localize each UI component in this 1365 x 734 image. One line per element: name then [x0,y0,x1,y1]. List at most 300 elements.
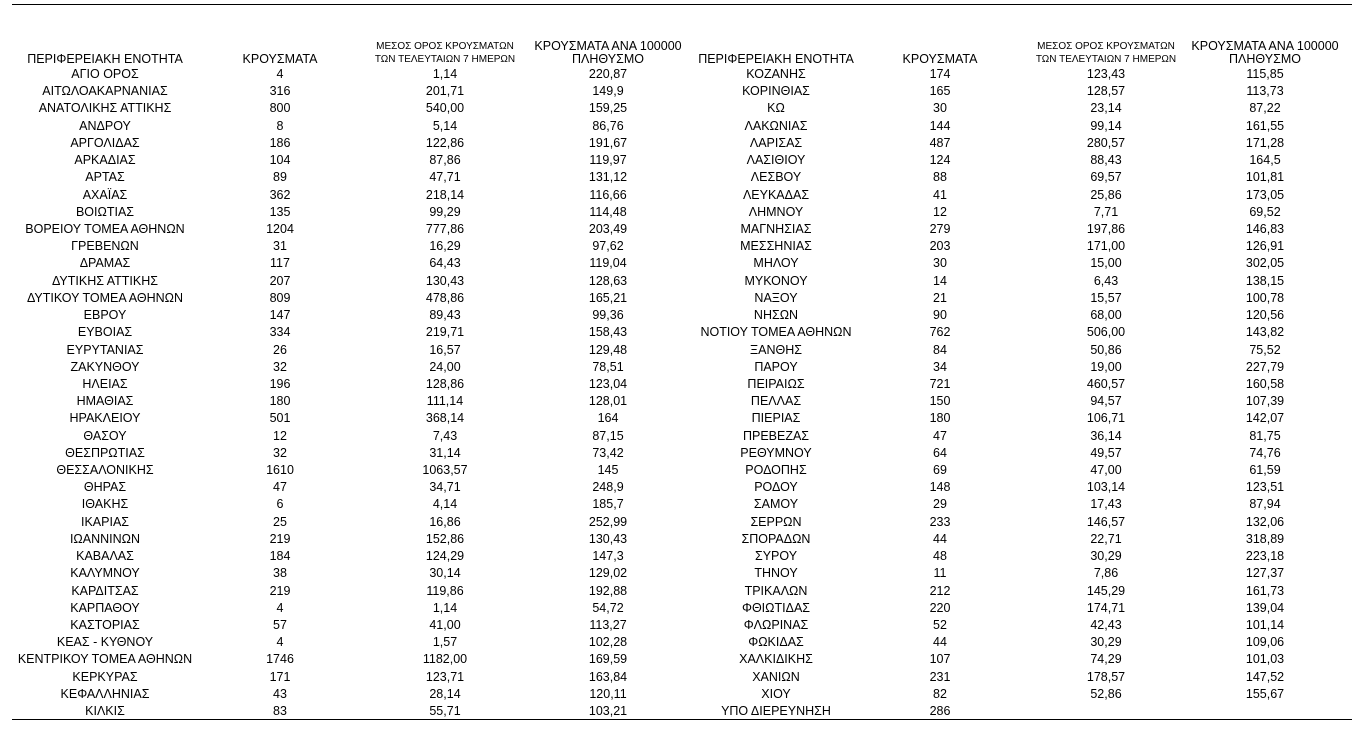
per100k-cell-right: 115,85 [1246,67,1284,81]
per100k-cell-left: 99,36 [592,308,624,323]
avg7-cell-right: 123,43 [1086,67,1126,81]
cases-cell-left: 180 [269,394,291,409]
per100k-cell-right: 101,81 [1245,170,1285,185]
region-cell-right: ΣΥΡΟΥ [754,549,798,564]
per100k-cell-right: 173,05 [1245,187,1285,202]
region-cell-left: ΑΝΑΤΟΛΙΚΗΣ ΑΤΤΙΚΗΣ [38,101,172,116]
cases-cell-left: 219 [269,531,291,546]
region-cell-left: ΒΟΙΩΤΙΑΣ [75,204,135,219]
per100k-cell-left: 116,66 [589,187,627,202]
table-row [0,118,1365,135]
per100k-cell-left: 129,48 [588,342,628,357]
per100k-cell-left: 145 [597,463,619,478]
avg7-cell-right: 174,71 [1086,600,1126,615]
region-cell-left: ΒΟΡΕΙΟΥ ΤΟΜΕΑ ΑΘΗΝΩΝ [25,221,185,236]
region-cell-left: ΑΓΙΟ ΟΡΟΣ [71,67,139,81]
per100k-cell-left: 54,72 [592,600,624,615]
cases-cell-left: 32 [273,359,287,374]
avg7-cell-right: 47,00 [1090,463,1122,478]
cases-cell-right: 279 [929,221,951,236]
avg7-cell-right: 6,43 [1093,273,1119,288]
cases-cell-left: 135 [269,204,291,219]
cases-cell-right: 180 [929,411,951,426]
region-cell-left: ΘΕΣΣΑΛΟΝΙΚΗΣ [56,463,154,478]
per100k-cell-left: 128,01 [588,394,628,409]
per100k-cell-right: 161,55 [1245,118,1285,133]
region-cell-right: ΜΑΓΝΗΣΙΑΣ [740,221,812,236]
per100k-cell-left: 252,99 [588,514,628,529]
region-cell-left: ΑΡΚΑΔΙΑΣ [74,153,136,168]
cases-cell-right: 203 [929,239,951,254]
region-cell-left: ΕΥΒΟΙΑΣ [77,325,133,340]
cases-cell-left: 83 [273,704,287,719]
avg7-cell-left: 219,71 [425,325,465,340]
avg7-cell-right: 25,86 [1090,187,1122,202]
cases-cell-left: 31 [273,239,287,254]
avg7-cell-left: 1,14 [432,67,458,81]
table-row [0,152,1365,169]
avg7-cell-left: 540,00 [425,101,465,116]
region-cell-left: ΕΥΡΥΤΑΝΙΑΣ [66,342,144,357]
table-row [0,342,1365,359]
per100k-cell-right: 132,06 [1245,514,1285,529]
header-avg7-left: ΜΕΣΟΣ ΟΡΟΣ ΚΡΟΥΣΜΑΤΩΝ ΤΩΝ ΤΕΛΕΥΤΑΙΩΝ 7 ΗΜΕΡΩΝ [374,41,516,65]
cases-cell-left: 809 [269,290,291,305]
avg7-cell-left: 87,86 [429,153,461,168]
region-cell-left: ΑΧΑΪΑΣ [82,187,128,202]
avg7-cell-left: 1,57 [432,635,458,650]
per100k-cell-left: 87,15 [592,428,624,443]
per100k-cell-right: 302,05 [1245,256,1285,271]
per100k-cell-left: 97,62 [592,239,624,254]
per100k-cell-right: 107,39 [1245,394,1285,409]
avg7-cell-left: 119,86 [426,583,464,598]
cases-cell-left: 26 [273,342,287,357]
table-body [0,66,1365,720]
avg7-cell-left: 5,14 [432,118,458,133]
table-row [0,479,1365,496]
avg7-cell-right: 128,57 [1086,84,1126,99]
cases-cell-left: 6 [276,497,284,512]
per100k-cell-left: 203,49 [588,221,628,236]
per100k-cell-left: 158,43 [588,325,628,340]
avg7-cell-right: 69,57 [1090,170,1122,185]
cases-cell-left: 196 [269,376,291,391]
region-cell-left: ΚΙΛΚΙΣ [85,704,125,719]
region-cell-left: ΙΩΑΝΝΙΝΩΝ [69,531,141,546]
table-row [0,617,1365,634]
region-cell-left: ΘΕΣΠΡΩΤΙΑΣ [65,445,145,460]
cases-cell-right: 44 [933,531,947,546]
region-cell-right: ΞΑΝΘΗΣ [750,342,802,357]
header-region-left: ΠΕΡΙΦΕΡΕΙΑΚΗ ΕΝΟΤΗΤΑ [27,52,183,66]
table-row [0,359,1365,376]
cases-cell-right: 107 [929,652,951,667]
header-per100k-left: ΚΡΟΥΣΜΑΤΑ ΑΝΑ 100000 ΠΛΗΘΥΣΜΟ [534,39,682,66]
per100k-cell-left: 163,84 [588,669,628,684]
avg7-cell-right: 106,71 [1086,411,1126,426]
avg7-cell-right: 7,86 [1093,566,1119,581]
avg7-cell-left: 7,43 [432,428,458,443]
region-cell-right: ΝΟΤΙΟΥ ΤΟΜΕΑ ΑΘΗΝΩΝ [700,325,852,340]
cases-cell-left: 57 [273,618,287,632]
per100k-cell-right: 127,37 [1245,566,1285,581]
cases-cell-right: 90 [933,308,947,323]
region-cell-left: ΚΑΡΔΙΤΣΑΣ [71,583,139,598]
per100k-cell-left: 191,67 [588,135,628,150]
table-row [0,255,1365,272]
per100k-cell-left: 86,76 [592,118,624,133]
cases-cell-right: 148 [929,480,951,495]
per100k-cell-right: 143,82 [1245,325,1285,340]
region-cell-left: ΙΘΑΚΗΣ [81,497,129,512]
per100k-cell-right: 87,94 [1249,497,1281,512]
avg7-cell-right: 15,57 [1090,290,1122,305]
avg7-cell-left: 1,14 [432,600,458,615]
table-row [0,531,1365,548]
header-avg7-right: ΜΕΣΟΣ ΟΡΟΣ ΚΡΟΥΣΜΑΤΩΝ ΤΩΝ ΤΕΛΕΥΤΑΙΩΝ 7 ΗΜΕΡΩΝ [1035,41,1177,65]
per100k-cell-right [1175,703,1355,720]
avg7-cell-right: 103,14 [1086,480,1126,495]
per100k-cell-left: 102,28 [588,635,628,650]
region-cell-right: ΤΗΝΟΥ [754,566,798,581]
cases-cell-left: 1204 [266,221,294,236]
cases-cell-left: 47 [273,480,287,495]
region-cell-left: ΚΕΦΑΛΛΗΝΙΑΣ [60,686,150,701]
per100k-cell-right: 74,76 [1249,445,1281,460]
cases-cell-right: 144 [929,118,951,133]
per100k-cell-left: 113,27 [589,618,627,632]
per100k-cell-left: 147,3 [592,549,624,564]
avg7-cell-left: 1182,00 [422,652,468,667]
cases-cell-left: 32 [273,445,287,460]
avg7-cell-left: 31,14 [429,445,461,460]
cases-cell-right: 34 [933,359,947,374]
region-cell-left: ΖΑΚΥΝΘΟΥ [70,359,140,374]
header-region-right: ΠΕΡΙΦΕΡΕΙΑΚΗ ΕΝΟΤΗΤΑ [698,52,854,66]
cases-cell-right: 30 [933,256,947,271]
cases-cell-left: 1610 [266,463,294,478]
cases-cell-right: 47 [933,428,947,443]
per100k-cell-right: 81,75 [1249,428,1281,443]
avg7-cell-right: 36,14 [1090,428,1122,443]
table-row [0,462,1365,479]
cases-cell-right: 21 [933,290,947,305]
per100k-cell-right: 171,28 [1245,135,1285,150]
avg7-cell-left: 99,29 [429,204,461,219]
table-row [0,307,1365,324]
avg7-cell-right: 30,29 [1090,635,1122,650]
cases-cell-right: 124 [929,153,951,168]
region-cell-left: ΘΗΡΑΣ [83,480,127,495]
avg7-cell-left: 30,14 [429,566,461,581]
per100k-cell-right: 113,73 [1246,84,1284,99]
region-cell-left: ΚΕΡΚΥΡΑΣ [72,669,138,684]
region-cell-left: ΚΕΝΤΡΙΚΟΥ ΤΟΜΕΑ ΑΘΗΝΩΝ [17,652,193,667]
per100k-cell-right: 69,52 [1249,204,1281,219]
cases-cell-right: 11 [933,566,947,581]
per100k-cell-left: 165,21 [588,290,628,305]
cases-cell-right: 30 [933,101,947,116]
region-cell-right: ΚΟΖΑΝΗΣ [746,67,806,81]
per100k-cell-right: 318,89 [1245,531,1285,546]
per100k-cell-left: 114,48 [589,204,627,219]
per100k-cell-right: 160,58 [1245,376,1285,391]
cases-cell-left: 4 [276,67,284,81]
avg7-cell-right: 74,29 [1090,652,1122,667]
header-cases-right: ΚΡΟΥΣΜΑΤΑ [902,52,978,66]
avg7-cell-left: 16,86 [429,514,461,529]
table-row [0,393,1365,410]
per100k-cell-right: 87,22 [1249,101,1281,116]
header-per100k-right: ΚΡΟΥΣΜΑΤΑ ΑΝΑ 100000 ΠΛΗΘΥΣΜΟ [1191,39,1339,66]
cases-cell-right: 64 [933,445,947,460]
table-row [0,290,1365,307]
avg7-cell-left: 34,71 [429,480,461,495]
per100k-cell-right: 147,52 [1245,669,1285,684]
avg7-cell-left: 123,71 [425,669,465,684]
table-row [0,204,1365,221]
per100k-cell-left: 220,87 [588,67,628,81]
per100k-cell-left: 248,9 [592,480,624,495]
cases-cell-right: 231 [929,669,951,684]
region-cell-left: ΚΕΑΣ - ΚΥΘΝΟΥ [56,635,154,650]
region-cell-right: ΠΑΡΟΥ [754,359,798,374]
table-row [0,651,1365,668]
table-row [0,135,1365,152]
table-top-rule [12,4,1352,5]
per100k-cell-left: 119,97 [589,153,627,168]
avg7-cell-right: 99,14 [1090,118,1122,133]
cases-cell-left: 43 [273,686,287,701]
avg7-cell-right: 22,71 [1090,531,1122,546]
region-cell-right: ΛΑΡΙΣΑΣ [749,135,803,150]
cases-cell-right: 41 [933,187,947,202]
table-row [0,221,1365,238]
avg7-cell-left: 152,86 [425,531,465,546]
region-cell-left: ΑΡΓΟΛΙΔΑΣ [70,135,140,150]
cases-cell-left: 4 [276,635,284,650]
region-cell-left: ΕΒΡΟΥ [83,308,127,323]
region-cell-left: ΓΡΕΒΕΝΩΝ [71,239,139,254]
per100k-cell-left: 192,88 [588,583,628,598]
avg7-cell-left: 130,43 [425,273,465,288]
table-row [0,187,1365,204]
cases-cell-left: 89 [273,170,287,185]
table-row [0,324,1365,341]
per100k-cell-left: 119,04 [589,256,627,271]
avg7-cell-left: 55,71 [429,704,461,719]
cases-cell-right: 233 [929,514,951,529]
per100k-cell-left: 123,04 [588,376,628,391]
cases-cell-left: 207 [269,273,291,288]
region-cell-right: ΦΘΙΩΤΙΔΑΣ [741,600,811,615]
cases-cell-right: 48 [933,549,947,564]
per100k-cell-left: 78,51 [592,359,624,374]
cases-cell-left: 8 [276,118,284,133]
avg7-cell-left: 16,29 [429,239,461,254]
cases-cell-left: 362 [269,187,291,202]
cases-cell-right: 14 [933,273,947,288]
region-cell-left: ΚΑΡΠΑΘΟΥ [70,600,140,615]
avg7-cell-left: 122,86 [425,135,465,150]
avg7-cell-right: 68,00 [1090,308,1122,323]
region-cell-right: ΦΛΩΡΙΝΑΣ [743,618,809,632]
cases-cell-right: 12 [933,204,947,219]
avg7-cell-right: 460,57 [1086,376,1126,391]
per100k-cell-right: 101,03 [1245,652,1285,667]
region-cell-right: ΜΥΚΟΝΟΥ [744,273,808,288]
avg7-cell-left: 478,86 [425,290,465,305]
table-row [0,238,1365,255]
region-cell-left: ΚΑΒΑΛΑΣ [76,549,134,564]
region-cell-right: ΛΗΜΝΟΥ [748,204,804,219]
per100k-cell-right: 101,14 [1245,618,1285,632]
per100k-cell-left: 131,12 [588,170,628,185]
per100k-cell-left: 185,7 [592,497,624,512]
region-cell-left: ΑΙΤΩΛΟΑΚΑΡΝΑΝΙΑΣ [42,84,168,99]
per100k-cell-right: 155,67 [1245,686,1285,701]
avg7-cell-right: 280,57 [1086,135,1126,150]
avg7-cell-right: 52,86 [1090,686,1122,701]
cases-cell-left: 316 [269,84,291,99]
region-cell-right: ΛΑΚΩΝΙΑΣ [744,118,808,133]
per100k-cell-right: 227,79 [1245,359,1285,374]
avg7-cell-right: 506,00 [1086,325,1126,340]
avg7-cell-right: 171,00 [1086,239,1126,254]
avg7-cell-right: 88,43 [1090,153,1122,168]
region-cell-right: ΠΙΕΡΙΑΣ [751,411,801,426]
table-row [0,410,1365,427]
region-cell-left: ΑΡΤΑΣ [85,170,125,185]
region-cell-right: ΡΟΔΟΥ [754,480,798,495]
avg7-cell-left: 16,57 [429,342,461,357]
cases-cell-left: 501 [269,411,291,426]
region-cell-right: ΚΟΡΙΝΘΙΑΣ [742,84,810,99]
cases-cell-left: 171 [269,669,291,684]
avg7-cell-right: 197,86 [1086,221,1126,236]
avg7-cell-left: 47,71 [429,170,461,185]
table-row [0,600,1365,617]
table-bottom-rule [12,719,1352,720]
per100k-cell-right: 139,04 [1245,600,1285,615]
region-cell-left: ΑΝΔΡΟΥ [79,118,131,133]
cases-cell-right: 286 [929,704,951,719]
region-cell-left: ΘΑΣΟΥ [83,428,127,443]
region-cell-right: ΛΕΣΒΟΥ [750,170,802,185]
table-row [0,376,1365,393]
per100k-cell-left: 129,02 [588,566,628,581]
table-row [0,583,1365,600]
region-cell-right: ΣΑΜΟΥ [753,497,799,512]
region-cell-right: ΛΑΣΙΘΙΟΥ [746,153,806,168]
avg7-cell-right: 146,57 [1086,514,1126,529]
region-cell-right: ΥΠΟ ΔΙΕΡΕΥΝΗΣΗ [721,704,831,719]
table-row [0,428,1365,445]
region-cell-right: ΠΕΛΛΑΣ [750,394,802,409]
avg7-cell-left: 368,14 [425,411,465,426]
cases-cell-right: 44 [933,635,947,650]
table-row [0,548,1365,565]
region-cell-right: ΤΡΙΚΑΛΩΝ [744,583,808,598]
region-cell-right: ΧΙΟΥ [761,686,791,701]
region-cell-left: ΔΡΑΜΑΣ [79,256,131,271]
avg7-cell-right: 15,00 [1090,256,1122,271]
table-row [0,66,1365,83]
per100k-cell-right: 100,78 [1245,290,1285,305]
per100k-cell-left: 164 [597,411,619,426]
per100k-cell-right: 164,5 [1249,153,1281,168]
region-cell-right: ΝΑΞΟΥ [754,290,798,305]
avg7-cell-left: 218,14 [425,187,465,202]
cases-cell-left: 147 [269,308,291,323]
per100k-cell-right: 75,52 [1249,342,1281,357]
per100k-cell-right: 142,07 [1245,411,1285,426]
avg7-cell-left: 64,43 [429,256,461,271]
avg7-cell-right: 42,43 [1090,618,1122,632]
table-row [0,565,1365,582]
avg7-cell-right [1016,703,1196,720]
region-cell-left: ΚΑΣΤΟΡΙΑΣ [70,618,140,632]
region-cell-left: ΔΥΤΙΚΗΣ ΑΤΤΙΚΗΣ [52,273,158,288]
per100k-cell-left: 103,21 [588,704,628,719]
region-cell-right: ΡΕΘΥΜΝΟΥ [740,445,812,460]
region-cell-left: ΗΡΑΚΛΕΙΟΥ [69,411,141,426]
cases-cell-right: 52 [933,618,947,632]
per100k-cell-left: 128,63 [588,273,628,288]
table-row [0,686,1365,703]
cases-cell-left: 12 [273,428,287,443]
header-cases-left: ΚΡΟΥΣΜΑΤΑ [242,52,318,66]
cases-cell-left: 25 [273,514,287,529]
cases-cell-right: 174 [929,67,951,81]
per100k-cell-right: 161,73 [1245,583,1285,598]
avg7-cell-right: 49,57 [1090,445,1122,460]
region-cell-left: ΙΚΑΡΙΑΣ [80,514,130,529]
avg7-cell-left: 777,86 [425,221,465,236]
region-cell-right: ΜΕΣΣΗΝΙΑΣ [740,239,812,254]
cases-cell-right: 29 [933,497,947,512]
table-row [0,496,1365,513]
avg7-cell-right: 50,86 [1090,342,1122,357]
per100k-cell-right: 120,56 [1245,308,1285,323]
per100k-cell-right: 109,06 [1245,635,1285,650]
avg7-cell-left: 24,00 [429,359,461,374]
per100k-cell-left: 149,9 [592,84,624,99]
table-row [0,445,1365,462]
region-cell-left: ΔΥΤΙΚΟΥ ΤΟΜΕΑ ΑΘΗΝΩΝ [26,290,184,305]
cases-cell-left: 4 [276,600,284,615]
region-cell-right: ΚΩ [767,101,785,116]
avg7-cell-left: 201,71 [425,84,465,99]
region-cell-right: ΠΡΕΒΕΖΑΣ [742,428,810,443]
avg7-cell-left: 124,29 [425,549,465,564]
region-cell-left: ΗΜΑΘΙΑΣ [76,394,134,409]
cases-cell-right: 165 [929,84,951,99]
per100k-cell-right: 146,83 [1245,221,1285,236]
table-row [0,169,1365,186]
cases-cell-left: 117 [270,256,290,271]
region-cell-right: ΦΩΚΙΔΑΣ [748,635,804,650]
per100k-cell-right: 126,91 [1245,239,1285,254]
region-cell-right: ΡΟΔΟΠΗΣ [745,463,807,478]
cases-cell-left: 1746 [266,652,294,667]
avg7-cell-left: 4,14 [432,497,458,512]
cases-cell-left: 38 [273,566,287,581]
region-cell-right: ΝΗΣΩΝ [753,308,799,323]
avg7-cell-left: 89,43 [429,308,461,323]
region-cell-right: ΣΠΟΡΑΔΩΝ [741,531,811,546]
